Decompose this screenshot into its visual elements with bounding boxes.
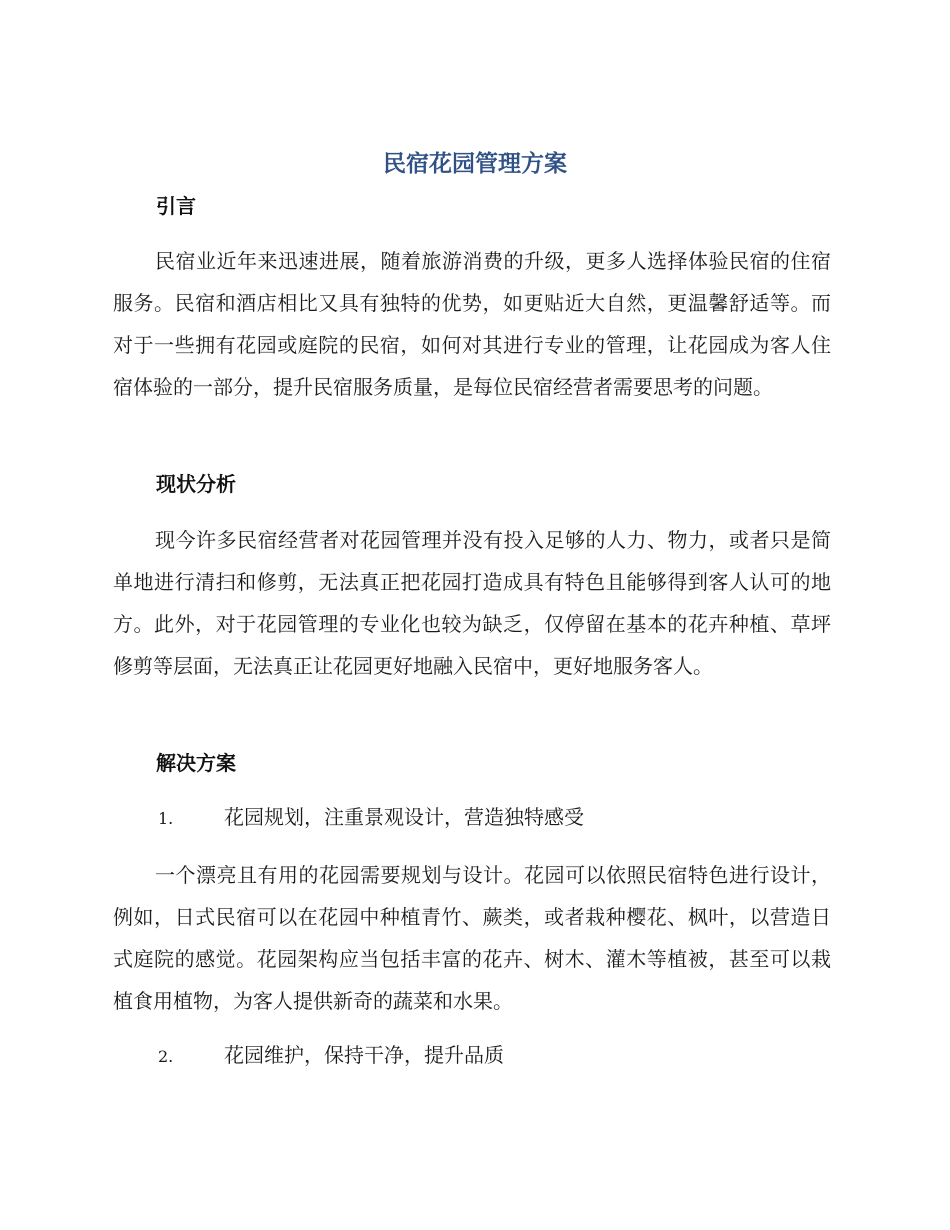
section-heading-introduction: 引言 (156, 194, 196, 218)
section-heading-solutions: 解决方案 (156, 751, 236, 775)
solution-item-2 (158, 1041, 838, 1071)
introduction-paragraph: 民宿业近年来迅速进展，随着旅游消费的升级，更多人选择体验民宿的住宿服务。民宿和酒店相比又具有独特的优势，如更贴近大自然，更温馨舒适等。而对于一些拥有花园或庭院的民宿，如何对其进行专业的管理，让花园成为客人住宿体验的一部分，提升民宿服务质量，是每位民宿经营者需要思考的问题。 (113, 249, 831, 399)
solution-item-1-paragraph: 一个漂亮且有用的花园需要规划与设计。花园可以依照民宿特色进行设计，例如，日式民宿可以在花园中种植青竹、蕨类，或者栽种樱花、枫叶，以营造日式庭院的感觉。花园架构应当包括丰富的花卉、树木、灌木等植被，甚至可以栽植食用植物，为客人提供新奇的蔬菜和水果。 (113, 863, 831, 1013)
solution-item-1 (158, 803, 838, 833)
list-number: 2. (158, 1047, 174, 1066)
solution-item-1-text: 花园规划，注重景观设计，营造独特感受 (224, 805, 584, 829)
list-number: 1. (158, 809, 174, 828)
solution-item-2-text: 花园维护，保持干净，提升品质 (224, 1043, 504, 1067)
current-analysis-paragraph: 现今许多民宿经营者对花园管理并没有投入足够的人力、物力，或者只是简单地进行清扫和修剪，无法真正把花园打造成具有特色且能够得到客人认可的地方。此外，对于花园管理的专业化也较为缺乏，仅停留在基本的花卉种植、草坪修剪等层面，无法真正让花园更好地融入民宿中，更好地服务客人。 (113, 528, 831, 678)
section-heading-current-analysis: 现状分析 (156, 472, 236, 496)
document-title: 民宿花园管理方案 (383, 151, 567, 177)
